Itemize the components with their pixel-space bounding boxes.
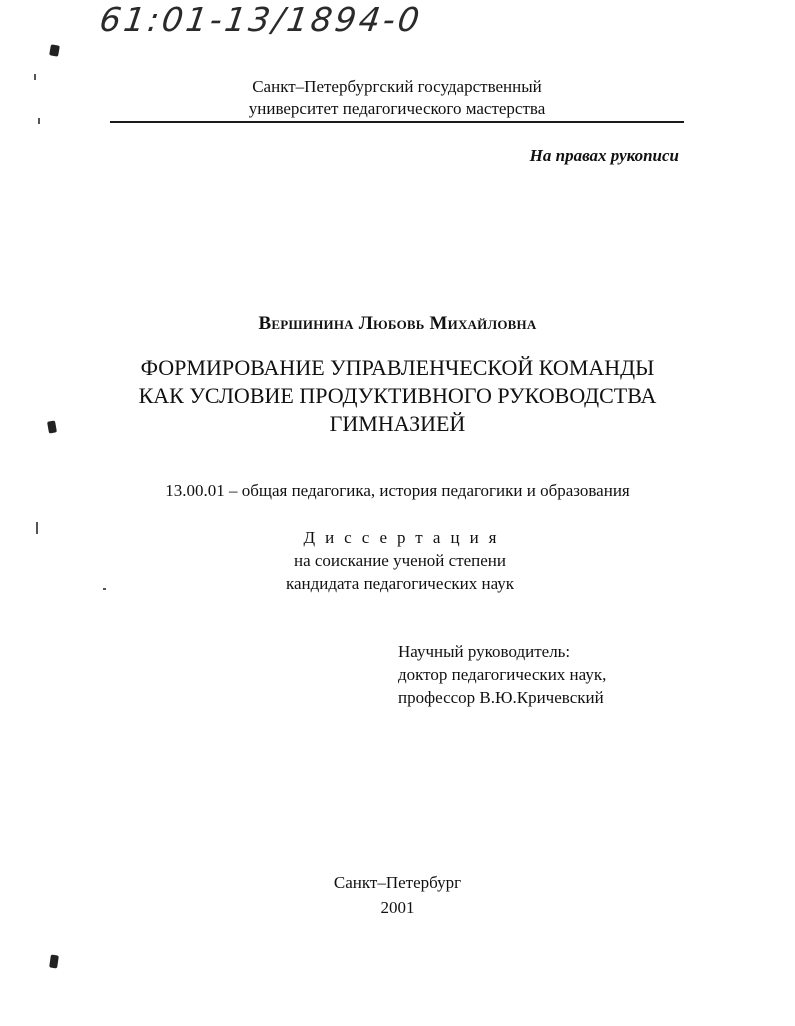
- author-name: Вершинина Любовь Михайловна: [258, 313, 537, 334]
- scan-speck: [34, 74, 36, 80]
- scan-speck: [38, 118, 40, 124]
- city: Санкт–Петербург: [333, 873, 462, 892]
- advisor-degree: доктор педагогических наук,: [398, 665, 607, 684]
- header-rule: [110, 121, 684, 123]
- place-and-year: [0, 870, 795, 920]
- specialty-code: 13.00.01 – общая педагогика, история педагогики и образования: [165, 481, 630, 500]
- dissertation-heading: Диссертация: [303, 528, 507, 547]
- year: 2001: [380, 898, 415, 917]
- title-line-1: ФОРМИРОВАНИЕ УПРАВЛЕНЧЕСКОЙ КОМАНДЫ: [140, 355, 655, 380]
- advisor-name: профессор В.Ю.Кричевский: [398, 688, 604, 707]
- binding-hole-mark: [49, 955, 59, 969]
- degree-line-1: на соискание ученой степени: [293, 551, 507, 570]
- dissertation-type: [180, 526, 620, 595]
- catalog-number-handwritten: 61:01-13/1894-0: [97, 0, 425, 39]
- institution-line-2: университет педагогического мастерства: [248, 99, 546, 118]
- institution-name: [110, 76, 684, 120]
- scientific-advisor: [398, 640, 606, 709]
- scan-speck: [103, 588, 106, 590]
- advisor-label: Научный руководитель:: [398, 642, 571, 661]
- manuscript-rights-note: На правах рукописи: [529, 146, 679, 165]
- title-line-3: ГИМНАЗИЕЙ: [329, 411, 466, 436]
- binding-hole-mark: [47, 420, 57, 433]
- title-line-2: КАК УСЛОВИЕ ПРОДУКТИВНОГО РУКОВОДСТВА: [138, 383, 657, 408]
- binding-hole-mark: [49, 44, 60, 56]
- institution-line-1: Санкт–Петербургский государственный: [252, 77, 542, 96]
- dissertation-title: [60, 354, 735, 438]
- degree-line-2: кандидата педагогических наук: [285, 574, 515, 593]
- scan-speck: [36, 522, 38, 534]
